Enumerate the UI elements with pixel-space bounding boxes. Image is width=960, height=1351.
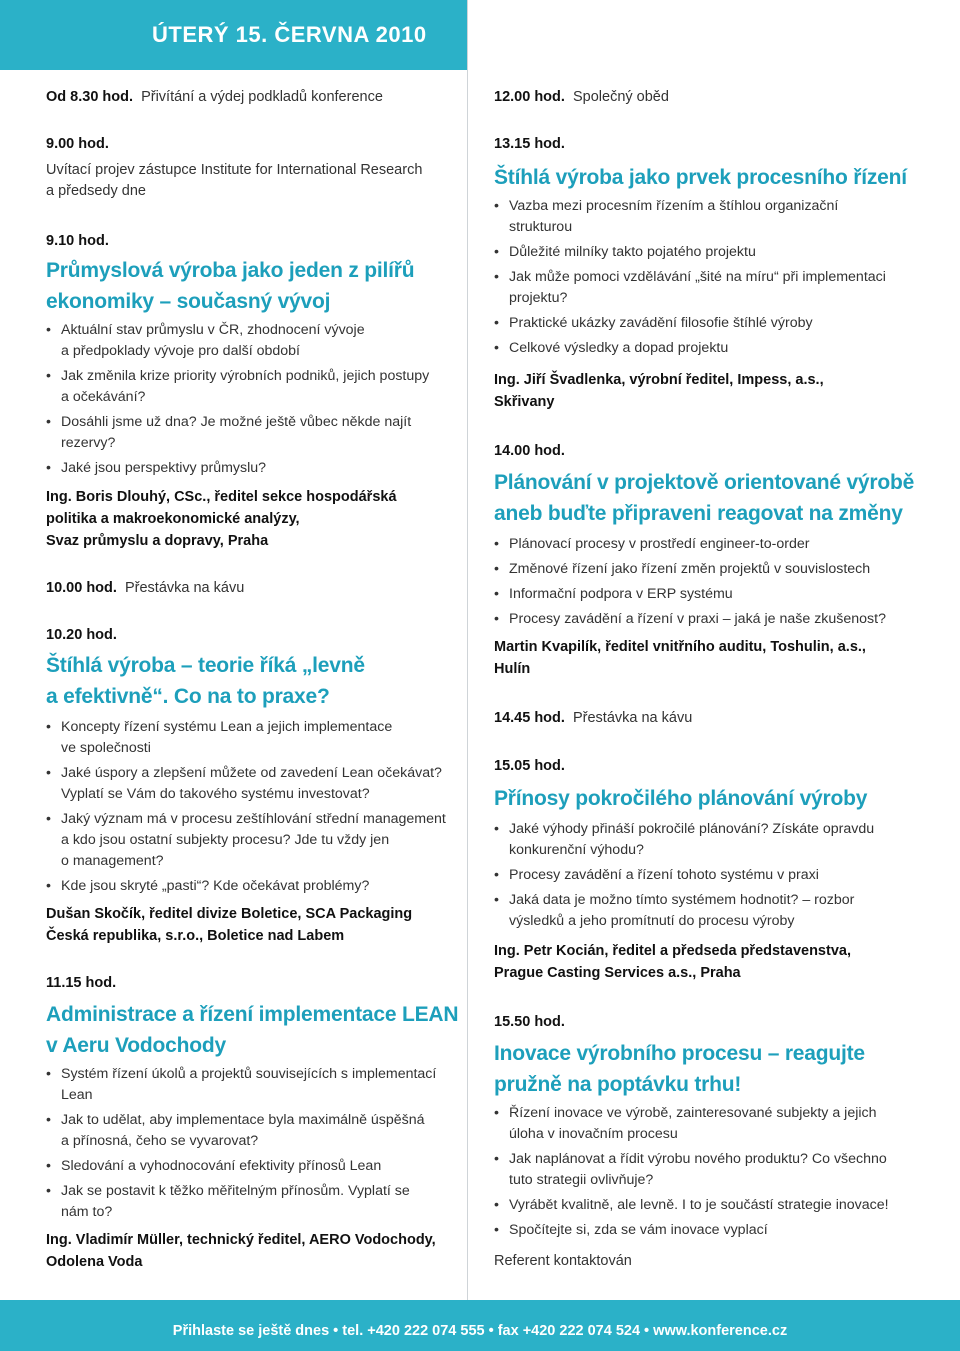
list-item: • Jak naplánovat a řídit výrobu nového produktu? Co všechno tuto strategii ovlivňuje? — [494, 1149, 889, 1191]
s5-bullets — [494, 534, 886, 634]
list-item: • Jaké jsou perspektivy průmyslu? — [46, 458, 429, 479]
list-item: • Jaký význam má v procesu zeštíhlování střední management a kdo jsou ostatní subjekty procesu? Jde tu vždy jen o management? — [46, 809, 446, 872]
list-item: • Sledování a vyhodnocování efektivity přínosů Lean — [46, 1156, 436, 1177]
s3-time: 11.15 hod. — [46, 975, 117, 991]
list-item: • Jaká data je možno tímto systémem hodnotit? – rozbor výsledků a jeho promítnutí do procesu výroby — [494, 890, 874, 932]
s3-title: Administrace a řízení implementace LEAN v Aeru Vodochody — [46, 1003, 459, 1057]
break2-item — [494, 708, 692, 729]
s7-title: Inovace výrobního procesu – reagujte pružně na poptávku trhu! — [494, 1042, 865, 1096]
break1-item — [46, 578, 244, 599]
list-item: • Kde jsou skryté „pasti“? Kde očekávat problémy? — [46, 876, 446, 897]
s4-speaker: Ing. Jiří Švadlenka, výrobní ředitel, Impess, a.s., Skřivany — [494, 372, 824, 410]
list-item: • Aktuální stav průmyslu v ČR, zhodnocení vývoje a předpoklady vývoje pro další období — [46, 320, 429, 362]
s7-time: 15.50 hod. — [494, 1014, 565, 1030]
date-title: ÚTERÝ 15. ČERVNA 2010 — [152, 22, 427, 47]
list-item: • Vyrábět kvalitně, ale levně. I to je součástí strategie inovace! — [494, 1195, 889, 1216]
list-item: • Řízení inovace ve výrobě, zainteresované subjekty a jejich úloha v inovačním procesu — [494, 1103, 889, 1145]
list-item: • Důležité milníky takto pojatého projektu — [494, 242, 886, 263]
s5-speaker: Martin Kvapilík, ředitel vnitřního auditu, Toshulin, a.s., Hulín — [494, 639, 866, 677]
s4-title: Štíhlá výroba jako prvek procesního řízení — [494, 166, 907, 189]
s3-speaker: Ing. Vladimír Müller, technický ředitel, AERO Vodochody, Odolena Voda — [46, 1232, 436, 1270]
intro-text: Uvítací projev zástupce Institute for International Research a předsedy dne — [46, 162, 423, 199]
intro-time: 9.00 hod. — [46, 136, 109, 152]
welcome-time: Od 8.30 hod. — [46, 89, 134, 105]
s2-speaker: Dušan Skočík, ředitel divize Boletice, SCA Packaging Česká republika, s.r.o., Boletice nad Labem — [46, 906, 413, 944]
s3-bullets — [46, 1064, 436, 1227]
date-banner — [0, 0, 467, 70]
s1-bullets — [46, 320, 429, 483]
s2-time: 10.20 hod. — [46, 627, 117, 643]
list-item: • Celkové výsledky a dopad projektu — [494, 338, 886, 359]
list-item: • Informační podpora v ERP systému — [494, 584, 886, 605]
list-item: • Systém řízení úkolů a projektů souvisejících s implementací Lean — [46, 1064, 436, 1106]
list-item: • Koncepty řízení systému Lean a jejich implementace ve společnosti — [46, 717, 446, 759]
s1-title: Průmyslová výroba jako jeden z pilířů ekonomiky – současný vývoj — [46, 259, 415, 313]
s1-time: 9.10 hod. — [46, 233, 109, 249]
s5-time: 14.00 hod. — [494, 443, 565, 459]
list-item: • Praktické ukázky zavádění filosofie štíhlé výroby — [494, 313, 886, 334]
list-item: • Jak změnila krize priority výrobních podniků, jejich postupy a očekávání? — [46, 366, 429, 408]
s7-note: Referent kontaktován — [494, 1253, 632, 1269]
footer-contact: Přihlaste se ještě dnes • tel. +420 222 074 555 • fax +420 222 074 524 • www.konference.cz — [172, 1323, 788, 1339]
list-item: • Procesy zavádění a řízení tohoto systému v praxi — [494, 865, 874, 886]
list-item: • Jaké úspory a zlepšení můžete od zavedení Lean očekávat? Vyplatí se Vám do takového systému investovat? — [46, 763, 446, 805]
s6-time: 15.05 hod. — [494, 758, 565, 774]
list-item: • Dosáhli jsme už dna? Je možné ještě vůbec někde najít rezervy? — [46, 412, 429, 454]
footer-bar — [0, 1300, 960, 1351]
s4-time: 13.15 hod. — [494, 136, 565, 152]
welcome-item — [46, 87, 383, 108]
lunch-item — [494, 87, 669, 108]
list-item: • Jak se postavit k těžko měřitelným přínosům. Vyplatí se nám to? — [46, 1181, 436, 1223]
list-item: • Jak to udělat, aby implementace byla maximálně úspěšná a přínosná, čeho se vyvarovat? — [46, 1110, 436, 1152]
s7-bullets — [494, 1103, 889, 1245]
list-item: • Změnové řízení jako řízení změn projektů v souvislostech — [494, 559, 886, 580]
s2-title: Štíhlá výroba – teorie říká „levně a efektivně“. Co na to praxe? — [46, 654, 365, 708]
s6-title: Přínosy pokročilého plánování výroby — [494, 787, 868, 810]
s1-speaker: Ing. Boris Dlouhý, CSc., ředitel sekce hospodářská politika a makroekonomické analýzy, Svaz průmyslu a dopravy, Praha — [46, 489, 397, 549]
list-item: • Procesy zavádění a řízení v praxi – jaká je naše zkušenost? — [494, 609, 886, 630]
s5-title: Plánování v projektově orientované výrobě aneb buďte připraveni reagovat na změny — [494, 471, 915, 525]
lunch-text: Společný oběd — [572, 89, 669, 105]
break2-text: Přestávka na kávu — [572, 710, 693, 726]
column-divider — [467, 0, 468, 1300]
list-item: • Spočítejte si, zda se vám inovace vyplací — [494, 1220, 889, 1241]
s6-speaker: Ing. Petr Kocián, ředitel a předseda představenstva, Prague Casting Services a.s., Praha — [494, 943, 851, 981]
welcome-text: Přivítání a výdej podkladů konference — [141, 89, 383, 105]
list-item: • Plánovací procesy v prostředí engineer-to-order — [494, 534, 886, 555]
break1-time: 10.00 hod. — [46, 580, 117, 596]
lunch-time: 12.00 hod. — [494, 89, 565, 105]
break1-text: Přestávka na kávu — [124, 580, 245, 596]
list-item: • Jaké výhody přináší pokročilé plánování? Získáte opravdu konkurenční výhodu? — [494, 819, 874, 861]
list-item: • Vazba mezi procesním řízením a štíhlou organizační strukturou — [494, 196, 886, 238]
s4-bullets — [494, 196, 886, 363]
break2-time: 14.45 hod. — [494, 710, 565, 726]
s6-bullets — [494, 819, 874, 936]
s2-bullets — [46, 717, 446, 901]
list-item: • Jak může pomoci vzdělávání „šité na míru“ při implementaci projektu? — [494, 267, 886, 309]
